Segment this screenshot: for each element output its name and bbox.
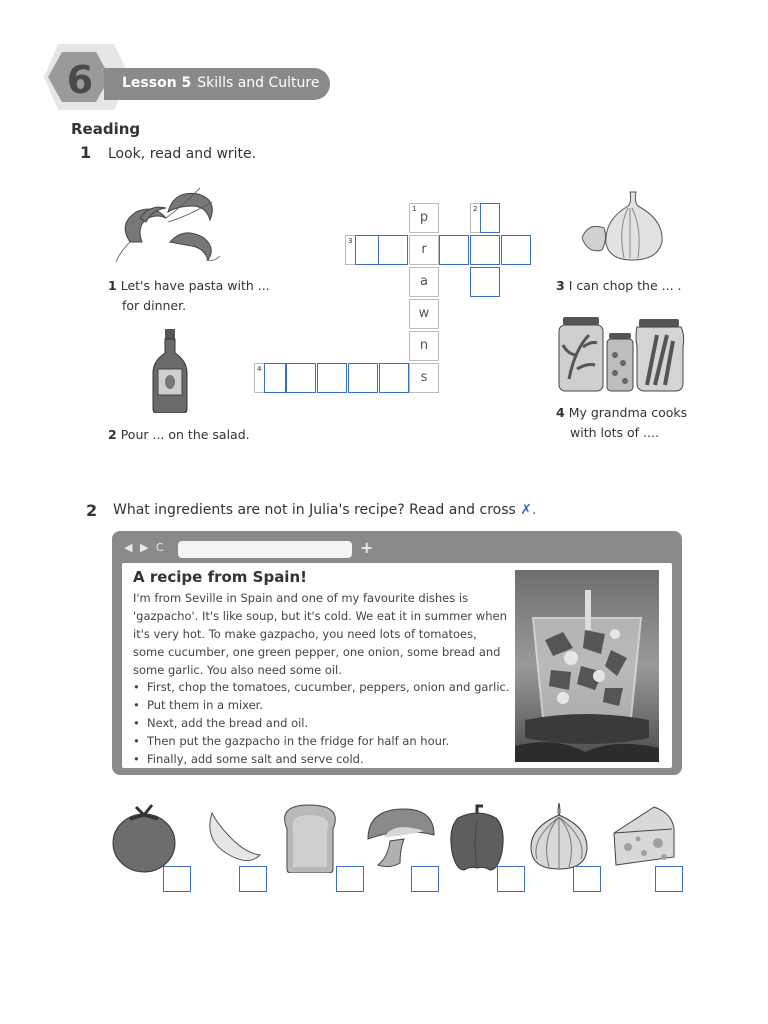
crossword-number: 3 [348, 237, 353, 245]
cheese-answer-box[interactable] [655, 866, 683, 892]
cross-mark-icon: ✗. [520, 502, 537, 518]
crossword-number: 1 [412, 205, 417, 213]
exercise2-number: 2 [86, 501, 98, 520]
exercise2-instruction [113, 502, 536, 518]
mushroom-icon [364, 805, 436, 869]
cell-letter: w [418, 306, 430, 321]
prawns-icon [110, 182, 222, 264]
recipe-step: • Finally, add some salt and serve cold. [133, 750, 513, 768]
clue-3 [556, 276, 682, 296]
herbs-and-spices-icon [555, 315, 685, 393]
lesson-name: Skills and Culture [197, 75, 320, 91]
cell-letter: a [420, 274, 428, 289]
crossword-number: 4 [257, 365, 262, 373]
tomato-icon [111, 803, 177, 873]
crossword-input-cell[interactable] [470, 235, 500, 265]
recipe-steps [133, 678, 513, 768]
bread-icon [281, 803, 339, 873]
garlic-icon [578, 188, 676, 262]
cell-letter: n [419, 338, 429, 353]
recipe-step: • Next, add the bread and oil. [133, 714, 513, 732]
cucumber-answer-box[interactable] [239, 866, 267, 892]
onion-icon [527, 801, 591, 871]
clue-text: I can chop the ... . [568, 278, 682, 293]
clue-text: Let's have pasta with ... [120, 278, 270, 293]
mushroom-answer-box[interactable] [411, 866, 439, 892]
gazpacho-blender-photo [515, 570, 659, 762]
crossword-cell [409, 331, 439, 361]
clue-text: My grandma cooks [568, 405, 688, 420]
browser-nav-buttons[interactable]: ◀ ▶ C [124, 541, 166, 554]
crossword-input-cell[interactable] [379, 363, 409, 393]
pepper-answer-box[interactable] [497, 866, 525, 892]
onion-answer-box[interactable] [573, 866, 601, 892]
address-bar[interactable] [178, 541, 352, 558]
crossword-input-cell[interactable] [480, 203, 500, 233]
clue-number: 2 [108, 427, 117, 442]
crossword-cell [409, 363, 439, 393]
bread-answer-box[interactable] [336, 866, 364, 892]
crossword-input-cell[interactable] [378, 235, 408, 265]
section-title: Reading [71, 120, 141, 138]
crossword-input-cell[interactable] [286, 363, 316, 393]
clue-number: 3 [556, 278, 565, 293]
crossword-input-cell[interactable] [264, 363, 286, 393]
crossword-input-cell[interactable] [317, 363, 347, 393]
new-tab-button[interactable]: + [360, 538, 374, 557]
cell-letter: p [419, 210, 429, 225]
crossword-cell [409, 235, 439, 265]
crossword-input-cell[interactable] [470, 267, 500, 297]
clue-text-line2: for dinner. [122, 298, 187, 313]
exercise1-number: 1 [80, 143, 92, 162]
cell-letter: r [421, 242, 427, 257]
crossword-cell [409, 299, 439, 329]
recipe-step: • First, chop the tomatoes, cucumber, peppers, onion and garlic. [133, 678, 513, 696]
clue-number: 4 [556, 405, 565, 420]
clue-2 [108, 425, 250, 445]
cell-letter: s [420, 370, 428, 385]
recipe-title: A recipe from Spain! [133, 568, 307, 586]
tomato-answer-box[interactable] [163, 866, 191, 892]
oil-bottle-icon [151, 329, 189, 413]
crossword-number: 2 [473, 205, 478, 213]
cheese-icon [610, 803, 676, 869]
recipe-step: • Then put the gazpacho in the fridge for half an hour. [133, 732, 513, 750]
lesson-label: Lesson 5 [122, 75, 192, 91]
recipe-body: I'm from Seville in Spain and one of my favourite dishes is 'gazpacho'. It's like soup, but it's cold. We eat it in summer when it's very hot. To make gazpacho, you need lots of tomatoes, some cucumber, one green pepper, one onion, some bread and some garlic. You also need some oil. [133, 591, 507, 677]
lesson-title [122, 75, 319, 91]
clue-number: 1 [108, 278, 117, 293]
cucumber-slice-icon [206, 807, 264, 861]
instruction-text: What ingredients are not in Julia's recipe? Read and cross [113, 502, 516, 518]
crossword-cell [409, 267, 439, 297]
crossword-input-cell[interactable] [348, 363, 378, 393]
pepper-icon [448, 804, 506, 872]
exercise1-instruction: Look, read and write. [108, 146, 257, 162]
clue-1 [108, 276, 270, 316]
crossword-input-cell[interactable] [439, 235, 469, 265]
clue-text-line2: with lots of .... [570, 425, 659, 440]
clue-4 [556, 403, 687, 443]
unit-number: 6 [66, 58, 94, 102]
crossword-input-cell[interactable] [501, 235, 531, 265]
recipe-step: • Put them in a mixer. [133, 696, 513, 714]
clue-text: Pour ... on the salad. [120, 427, 250, 442]
